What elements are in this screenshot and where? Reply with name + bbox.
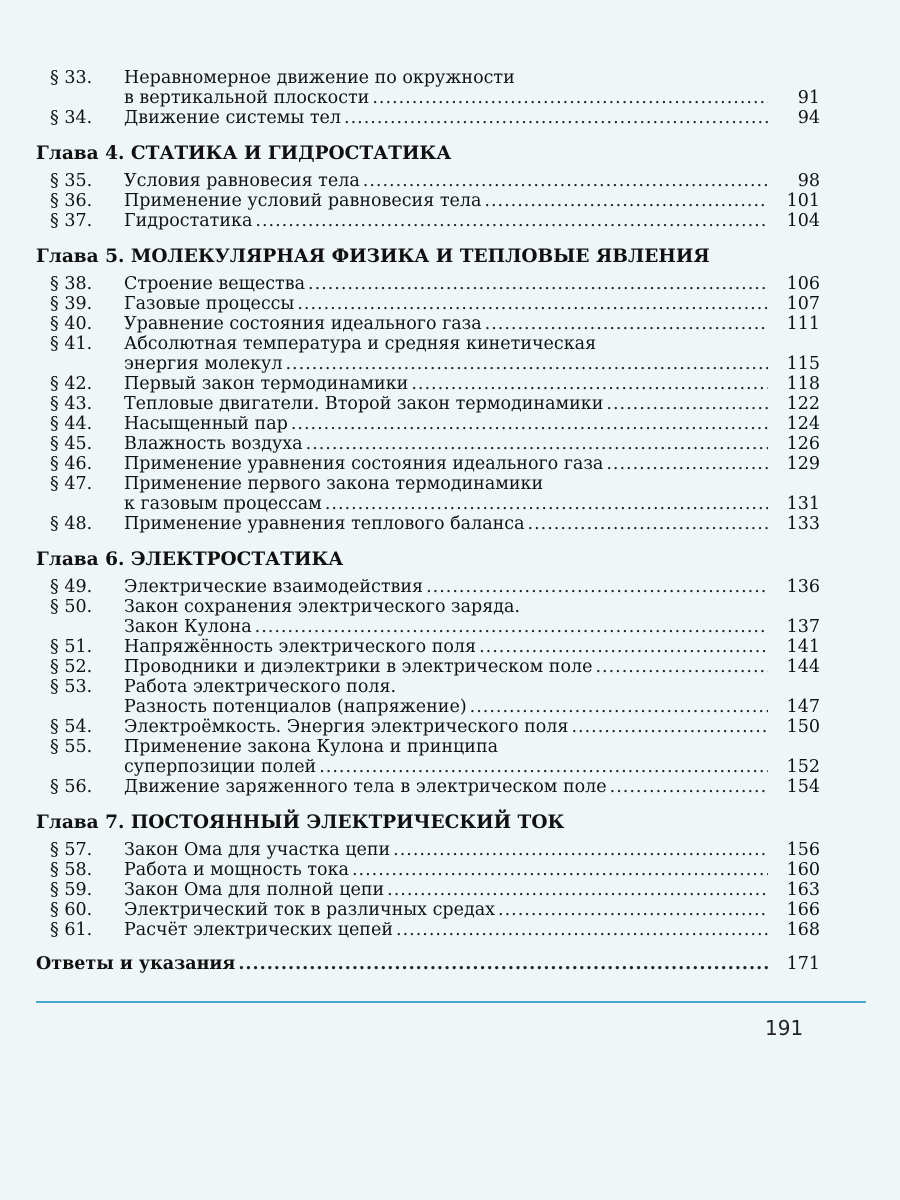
- section-body: [124, 434, 820, 454]
- section-title: Расчёт электрических цепей: [124, 920, 393, 940]
- section-number: § 50.: [50, 597, 93, 617]
- section-line: [124, 880, 820, 900]
- section-title: Применение условий равновесия тела: [124, 191, 482, 211]
- section-title: Применение закона Кулона и принципа: [124, 737, 499, 757]
- dot-leader: [306, 434, 768, 454]
- section-title: к газовым процессам: [124, 494, 322, 514]
- section-number: § 51.: [50, 637, 93, 657]
- section-title: энергия молекул: [124, 354, 283, 374]
- section-body: [124, 274, 820, 294]
- dot-leader: [372, 88, 768, 108]
- section-line: [124, 597, 820, 617]
- section-body: [124, 657, 820, 677]
- section-page: 131: [786, 494, 820, 514]
- section-title: Закон сохранения электрического заряда.: [124, 597, 521, 617]
- chapter-title: Глава 5. МОЛЕКУЛЯРНАЯ ФИЗИКА И ТЕПЛОВЫЕ ЯВЛЕНИЯ: [36, 246, 710, 267]
- section-page: 126: [786, 434, 820, 454]
- dot-leader: [528, 514, 768, 534]
- section-line: [124, 294, 820, 314]
- section-line: [124, 191, 820, 211]
- dot-leader: [393, 840, 768, 860]
- section-line: [124, 434, 820, 454]
- section-page: 104: [786, 211, 820, 231]
- dot-leader: [319, 757, 768, 777]
- section-number: § 56.: [50, 777, 93, 797]
- section-title: Работа электрического поля.: [124, 677, 397, 697]
- section-number: § 43.: [50, 394, 93, 414]
- toc-entry: [50, 454, 820, 474]
- section-number: § 35.: [50, 171, 93, 191]
- section-body: [124, 68, 820, 108]
- section-page: 94: [797, 108, 820, 128]
- section-line: [124, 314, 820, 334]
- section-title: Первый закон термодинамики: [124, 374, 409, 394]
- dot-leader: [595, 657, 768, 677]
- section-number: § 52.: [50, 657, 93, 677]
- section-body: [124, 717, 820, 737]
- section-body: [124, 577, 820, 597]
- section-line: [124, 171, 820, 191]
- section-number: § 46.: [50, 454, 93, 474]
- section-page: 152: [786, 757, 820, 777]
- section-line: [124, 900, 820, 920]
- toc-entry: [50, 677, 820, 717]
- section-page: 111: [786, 314, 820, 334]
- section-body: [124, 637, 820, 657]
- section-number: § 61.: [50, 920, 93, 940]
- dot-leader: [325, 494, 768, 514]
- dot-leader: [297, 294, 768, 314]
- section-line: [124, 334, 820, 354]
- section-body: [124, 880, 820, 900]
- section-line: [124, 374, 820, 394]
- section-page: 156: [786, 840, 820, 860]
- section-body: [124, 211, 820, 231]
- dot-leader: [344, 108, 768, 128]
- section-number: § 36.: [50, 191, 93, 211]
- section-title: Электрический ток в различных средах: [124, 900, 496, 920]
- section-title: Закон Ома для полной цепи: [124, 880, 385, 900]
- dot-leader: [610, 777, 768, 797]
- dot-leader: [352, 860, 768, 880]
- section-body: [124, 474, 820, 514]
- chapter-title: Глава 6. ЭЛЕКТРОСТАТИКА: [36, 549, 344, 570]
- dot-leader: [411, 374, 768, 394]
- section-title: Движение системы тел: [124, 108, 342, 128]
- section-number: § 44.: [50, 414, 93, 434]
- section-number: § 58.: [50, 860, 93, 880]
- answers-page: 171: [786, 954, 820, 974]
- section-line: [124, 108, 820, 128]
- section-title: Применение уравнения теплового баланса: [124, 514, 525, 534]
- toc-entry: [50, 334, 820, 374]
- section-title: Движение заряженного тела в электрическом поле: [124, 777, 607, 797]
- section-body: [124, 777, 820, 797]
- toc-entry: [50, 657, 820, 677]
- dot-leader: [285, 354, 768, 374]
- dot-leader: [571, 717, 768, 737]
- section-body: [124, 334, 820, 374]
- toc-entry: [50, 68, 820, 108]
- section-number: § 42.: [50, 374, 93, 394]
- toc-entry: [50, 314, 820, 334]
- table-of-contents: [36, 68, 820, 974]
- section-line: [124, 657, 820, 677]
- section-page: 166: [786, 900, 820, 920]
- toc-entry: [50, 840, 820, 860]
- section-line: [124, 454, 820, 474]
- section-line: [124, 757, 820, 777]
- section-line: [124, 514, 820, 534]
- section-page: 107: [786, 294, 820, 314]
- dot-leader: [479, 637, 768, 657]
- toc-entry: [50, 394, 820, 414]
- section-line: [124, 677, 820, 697]
- section-number: § 49.: [50, 577, 93, 597]
- section-line: [124, 474, 820, 494]
- section-page: 163: [786, 880, 820, 900]
- section-body: [124, 900, 820, 920]
- section-number: § 54.: [50, 717, 93, 737]
- dot-leader: [363, 171, 768, 191]
- toc-entry: [50, 434, 820, 454]
- section-page: 136: [786, 577, 820, 597]
- section-page: 98: [797, 171, 820, 191]
- section-body: [124, 677, 820, 717]
- section-line: [124, 860, 820, 880]
- section-title: Применение уравнения состояния идеального газа: [124, 454, 604, 474]
- section-title: Разность потенциалов (напряжение): [124, 697, 467, 717]
- section-body: [124, 514, 820, 534]
- section-line: [124, 354, 820, 374]
- chapter-title: Глава 7. ПОСТОЯННЫЙ ЭЛЕКТРИЧЕСКИЙ ТОК: [36, 812, 565, 833]
- section-body: [124, 294, 820, 314]
- toc-entry: [50, 637, 820, 657]
- section-title: Электроёмкость. Энергия электрического поля: [124, 717, 569, 737]
- section-body: [124, 191, 820, 211]
- toc-entry: [50, 414, 820, 434]
- dot-leader: [255, 211, 768, 231]
- section-line: [124, 211, 820, 231]
- section-line: [124, 494, 820, 514]
- section-page: 122: [786, 394, 820, 414]
- dot-leader: [485, 314, 768, 334]
- section-line: [124, 617, 820, 637]
- section-page: 133: [786, 514, 820, 534]
- section-number: § 57.: [50, 840, 93, 860]
- section-number: § 60.: [50, 900, 93, 920]
- section-line: [124, 840, 820, 860]
- dot-leader: [308, 274, 768, 294]
- toc-entry: [50, 211, 820, 231]
- section-line: [124, 274, 820, 294]
- section-body: [124, 171, 820, 191]
- section-body: [124, 314, 820, 334]
- section-number: § 39.: [50, 294, 93, 314]
- section-body: [124, 597, 820, 637]
- section-number: § 48.: [50, 514, 93, 534]
- dot-leader: [255, 617, 768, 637]
- section-title: в вертикальной плоскости: [124, 88, 370, 108]
- section-title: Применение первого закона термодинамики: [124, 474, 544, 494]
- section-title: Влажность воздуха: [124, 434, 303, 454]
- section-line: [124, 637, 820, 657]
- toc-entry: [50, 717, 820, 737]
- section-number: § 37.: [50, 211, 93, 231]
- dot-leader: [606, 454, 768, 474]
- section-page: 101: [786, 191, 820, 211]
- section-page: 91: [797, 88, 820, 108]
- section-title: Закон Ома для участка цепи: [124, 840, 391, 860]
- toc-entry: [50, 860, 820, 880]
- section-line: [124, 920, 820, 940]
- toc-entry: [50, 374, 820, 394]
- section-number: § 34.: [50, 108, 93, 128]
- toc-entry: [50, 108, 820, 128]
- section-body: [124, 374, 820, 394]
- toc-entry: [50, 294, 820, 314]
- toc-entry: [50, 597, 820, 637]
- section-number: § 47.: [50, 474, 93, 494]
- section-page: 137: [786, 617, 820, 637]
- dot-leader: [291, 414, 768, 434]
- dot-leader: [606, 394, 768, 414]
- dot-leader: [396, 920, 768, 940]
- section-number: § 59.: [50, 880, 93, 900]
- toc-entry: [50, 737, 820, 777]
- section-number: § 38.: [50, 274, 93, 294]
- section-page: 160: [786, 860, 820, 880]
- toc-entry: [50, 171, 820, 191]
- section-number: § 40.: [50, 314, 93, 334]
- section-body: [124, 394, 820, 414]
- section-page: 147: [786, 697, 820, 717]
- section-line: [124, 697, 820, 717]
- section-number: § 41.: [50, 334, 93, 354]
- dot-leader: [470, 697, 768, 717]
- toc-entry: [50, 777, 820, 797]
- section-title: Проводники и диэлектрики в электрическом поле: [124, 657, 593, 677]
- toc-entry: [50, 514, 820, 534]
- section-body: [124, 737, 820, 777]
- section-body: [124, 108, 820, 128]
- chapter-title: Глава 4. СТАТИКА И ГИДРОСТАТИКА: [36, 143, 452, 164]
- toc-entry: [50, 191, 820, 211]
- section-body: [124, 920, 820, 940]
- toc-entry: [50, 274, 820, 294]
- section-number: § 53.: [50, 677, 93, 697]
- section-title: Закон Кулона: [124, 617, 252, 637]
- section-body: [124, 860, 820, 880]
- section-line: [124, 68, 820, 88]
- section-title: Тепловые двигатели. Второй закон термодинамики: [124, 394, 604, 414]
- answers-entry: [36, 954, 820, 974]
- dot-leader: [238, 954, 768, 974]
- section-page: 106: [786, 274, 820, 294]
- section-title: Гидростатика: [124, 211, 253, 231]
- section-number: § 45.: [50, 434, 93, 454]
- section-page: 141: [786, 637, 820, 657]
- section-title: Строение вещества: [124, 274, 306, 294]
- section-number: § 55.: [50, 737, 93, 757]
- section-line: [124, 577, 820, 597]
- toc-entry: [50, 577, 820, 597]
- section-body: [124, 454, 820, 474]
- answers-label: Ответы и указания: [36, 954, 236, 974]
- section-line: [124, 414, 820, 434]
- section-line: [124, 737, 820, 757]
- section-page: 118: [786, 374, 820, 394]
- section-line: [124, 394, 820, 414]
- footer-rule: [36, 1001, 866, 1003]
- section-page: 168: [786, 920, 820, 940]
- dot-leader: [426, 577, 768, 597]
- section-title: Условия равновесия тела: [124, 171, 360, 191]
- section-title: суперпозиции полей: [124, 757, 317, 777]
- answers-body: [36, 954, 820, 974]
- toc-entry: [50, 474, 820, 514]
- section-title: Газовые процессы: [124, 294, 295, 314]
- dot-leader: [484, 191, 768, 211]
- section-title: Неравномерное движение по окружности: [124, 68, 515, 88]
- page-number: 191: [765, 1016, 804, 1040]
- section-page: 115: [786, 354, 820, 374]
- section-body: [124, 414, 820, 434]
- toc-entry: [50, 920, 820, 940]
- toc-entry: [50, 900, 820, 920]
- section-page: 154: [786, 777, 820, 797]
- section-body: [124, 840, 820, 860]
- section-line: [124, 777, 820, 797]
- dot-leader: [498, 900, 768, 920]
- section-title: Напряжённость электрического поля: [124, 637, 477, 657]
- section-page: 144: [786, 657, 820, 677]
- section-title: Электрические взаимодействия: [124, 577, 424, 597]
- answers-line: [36, 954, 820, 974]
- dot-leader: [387, 880, 768, 900]
- section-title: Абсолютная температура и средняя кинетическая: [124, 334, 597, 354]
- section-title: Работа и мощность тока: [124, 860, 349, 880]
- toc-entry: [50, 880, 820, 900]
- section-page: 129: [786, 454, 820, 474]
- section-title: Уравнение состояния идеального газа: [124, 314, 482, 334]
- section-line: [124, 717, 820, 737]
- section-line: [124, 88, 820, 108]
- section-number: § 33.: [50, 68, 93, 88]
- section-page: 150: [786, 717, 820, 737]
- section-title: Насыщенный пар: [124, 414, 288, 434]
- section-page: 124: [786, 414, 820, 434]
